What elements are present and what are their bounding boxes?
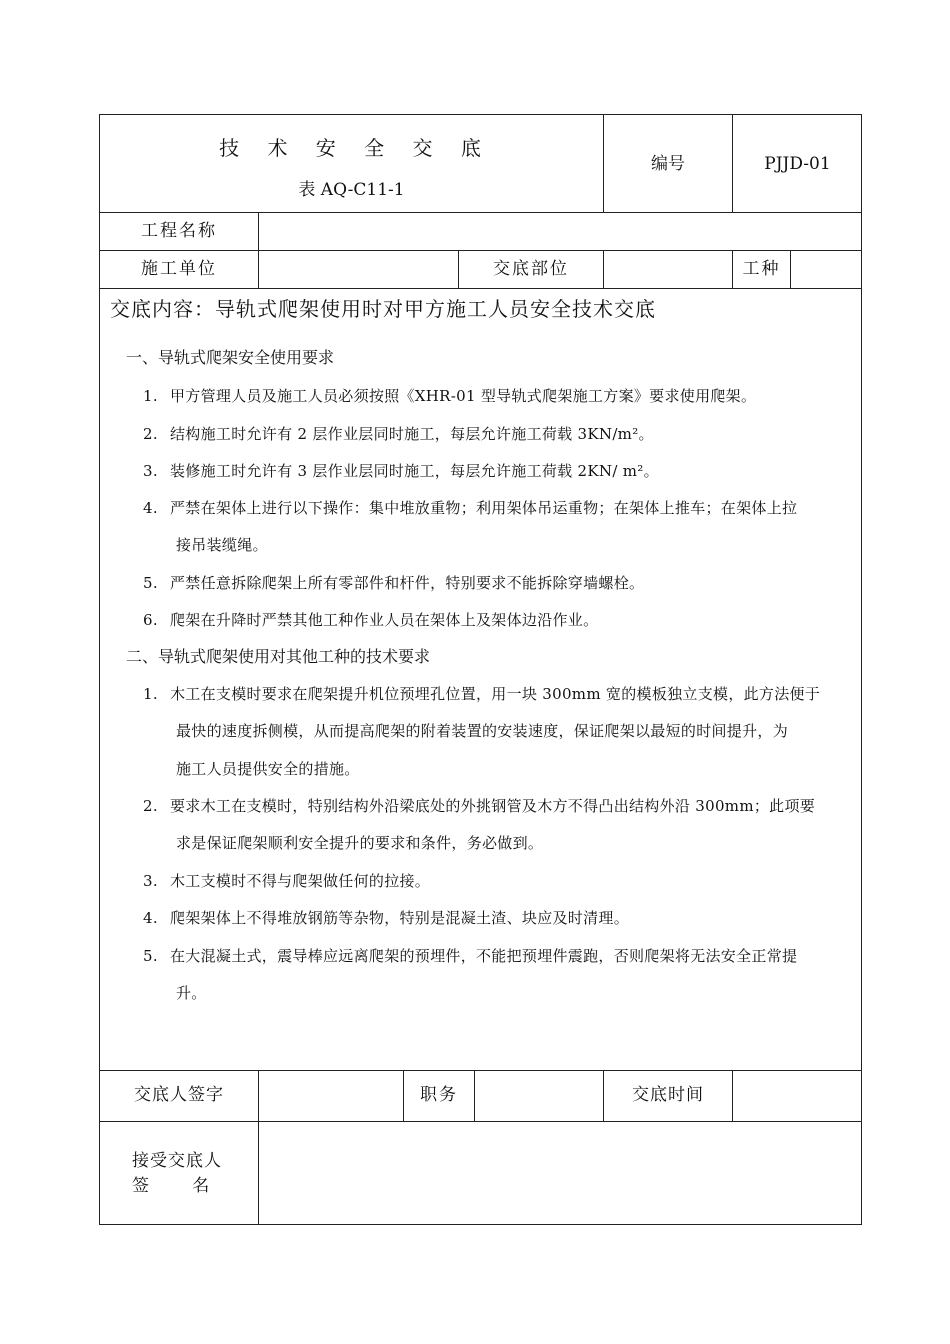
list-item: 装修施工时允许有 3 层作业层同时施工，每层允许施工荷载 2KN/ m²。 <box>170 462 659 480</box>
row-divider <box>99 1121 862 1122</box>
col-divider <box>790 250 791 288</box>
col-divider <box>258 212 259 288</box>
list-item-number: 3. <box>143 462 158 480</box>
list-item-number: 2. <box>143 797 158 815</box>
receiver-label-line1: 接受交底人 <box>132 1151 222 1171</box>
receiver-label-line2: 签 名 <box>132 1176 210 1196</box>
list-item-continuation: 求是保证爬架顺利安全提升的要求和条件，务必做到。 <box>176 834 544 852</box>
list-item-number: 2. <box>143 425 158 443</box>
list-item: 木工支模时不得与爬架做任何的拉接。 <box>170 872 431 890</box>
list-item: 要求木工在支模时，特别结构外沿梁底处的外挑钢管及木方不得凸出结构外沿 300mm；此项要 <box>170 797 816 815</box>
form-title: 技 术 安 全 交 底 <box>219 136 492 160</box>
row-divider <box>99 250 862 251</box>
list-item-number: 1. <box>143 685 158 703</box>
position-label: 职务 <box>420 1085 458 1105</box>
col-divider <box>474 1070 475 1121</box>
list-item-number: 5. <box>143 947 158 965</box>
row-divider <box>99 212 862 213</box>
project-name-label: 工程名称 <box>141 221 217 241</box>
list-item: 爬架在升降时严禁其他工种作业人员在架体上及架体边沿作业。 <box>170 611 599 629</box>
list-item: 在大混凝土式，震导棒应远离爬架的预埋件，不能把预埋件震跑，否则爬架将无法安全正常提 <box>170 947 798 965</box>
list-item: 甲方管理人员及施工人员必须按照《XHR-01 型导轨式爬架施工方案》要求使用爬架。 <box>170 387 757 405</box>
safety-briefing-form <box>99 114 862 1225</box>
content-title: 交底内容：导轨式爬架使用时对甲方施工人员安全技术交底 <box>110 297 656 321</box>
briefing-part-label: 交底部位 <box>493 259 569 279</box>
list-item-number: 6. <box>143 611 158 629</box>
trade-label: 工种 <box>742 259 781 279</box>
number-label: 编号 <box>651 154 685 174</box>
list-item-number: 4. <box>143 499 158 517</box>
list-item-number: 4. <box>143 909 158 927</box>
list-item-continuation: 接吊装缆绳。 <box>176 536 268 554</box>
signer-label: 交底人签字 <box>134 1085 224 1105</box>
row-divider <box>99 1070 862 1071</box>
briefing-time-label: 交底时间 <box>632 1085 704 1105</box>
list-item-number: 3. <box>143 872 158 890</box>
col-divider <box>258 1070 259 1225</box>
list-item-continuation: 施工人员提供安全的措施。 <box>176 760 360 778</box>
row-divider <box>99 288 862 289</box>
section-heading: 一、导轨式爬架安全使用要求 <box>126 348 335 367</box>
number-value: PJJD-01 <box>764 154 831 174</box>
list-item-number: 1. <box>143 387 158 405</box>
construction-unit-label: 施工单位 <box>141 259 217 279</box>
list-item: 爬架架体上不得堆放钢筋等杂物，特别是混凝土渣、块应及时清理。 <box>170 909 630 927</box>
list-item-continuation: 升。 <box>176 984 207 1002</box>
list-item-continuation: 最快的速度拆侧模，从而提高爬架的附着装置的安装速度，保证爬架以最短的时间提升，为 <box>176 722 789 740</box>
form-code: 表 AQ-C11-1 <box>298 180 405 200</box>
col-divider <box>732 1070 733 1121</box>
section-heading: 二、导轨式爬架使用对其他工种的技术要求 <box>126 647 431 666</box>
list-item: 木工在支模时要求在爬架提升机位预埋孔位置，用一块 300mm 宽的模板独立支模，此方法便于 <box>170 685 821 703</box>
col-divider <box>603 250 604 288</box>
list-item-number: 5. <box>143 574 158 592</box>
list-item: 结构施工时允许有 2 层作业层同时施工，每层允许施工荷载 3KN/m²。 <box>170 425 654 443</box>
list-item: 严禁任意拆除爬架上所有零部件和杆件，特别要求不能拆除穿墙螺栓。 <box>170 574 645 592</box>
list-item: 严禁在架体上进行以下操作：集中堆放重物；利用架体吊运重物；在架体上推车；在架体上拉 <box>170 499 798 517</box>
